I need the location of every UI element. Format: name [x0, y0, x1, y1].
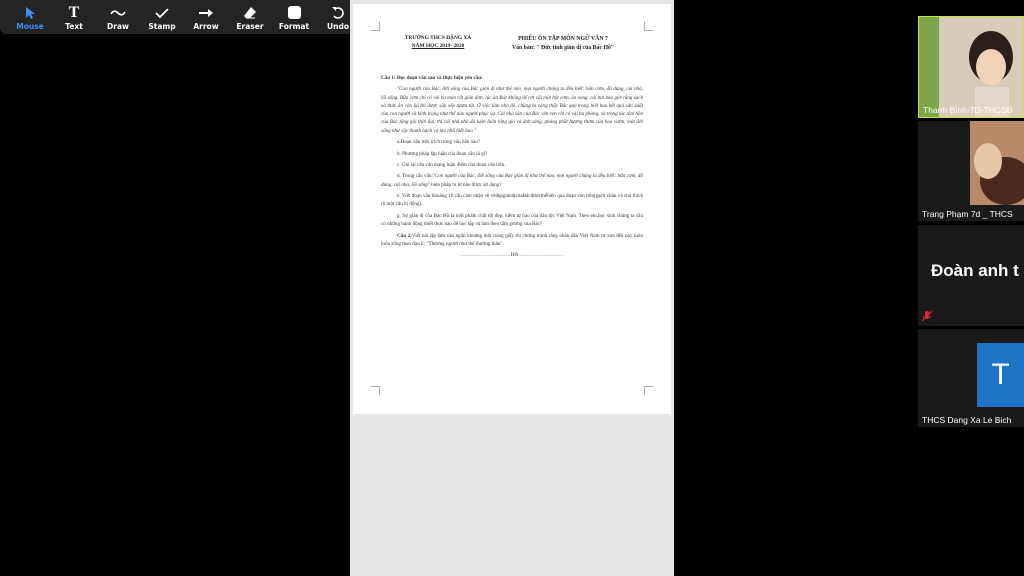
school-year: NĂM HỌC 2019- 2020 — [411, 42, 465, 49]
participant-name: Thanh Bình-7D-THCSĐ — [923, 105, 1013, 115]
question-a: a.Đoạn văn trên trích trong văn bản nào? — [397, 139, 481, 146]
format-tool-button[interactable] — [272, 0, 316, 34]
school-name: TRƯỜNG THCS ĐẶNG XÁ — [404, 35, 472, 41]
question-d-quote: "Con người của Bác, đời sống của Bác giản dị như thế nào, mọi người chúng ta đều biết: bữa cơm, đồ dùng, cái nhà, lối sống" — [381, 173, 643, 188]
draw-tool-button[interactable] — [96, 0, 140, 34]
page-corner-mark — [371, 386, 380, 395]
participant-tile[interactable] — [918, 225, 1024, 326]
page-corner-mark — [371, 22, 380, 31]
arrow-icon — [198, 4, 214, 21]
tool-label: Stamp — [148, 22, 176, 31]
participant-name: THCS Dang Xa Le Bich — [922, 415, 1012, 425]
participant-avatar: T — [977, 343, 1024, 407]
stamp-tool-button[interactable] — [140, 0, 184, 34]
cursor-icon — [24, 4, 36, 21]
tool-label: Format — [278, 22, 310, 31]
page-corner-mark — [644, 386, 653, 395]
tool-label: Arrow — [193, 22, 219, 31]
eraser-tool-button[interactable] — [228, 0, 272, 34]
question-d-suffix: biện pháp tu từ nào được sử dụng? — [431, 181, 502, 188]
worksheet-title — [493, 35, 633, 54]
worksheet-subtitle: Văn bản: " Đức tính giản dị của Bác Hồ" — [511, 45, 615, 52]
text-tool-button[interactable] — [52, 0, 96, 34]
mic-muted-icon — [922, 309, 932, 326]
document-body — [381, 74, 643, 263]
participant-tile[interactable] — [918, 16, 1024, 118]
end-marker: …………………………Hết……………………… — [459, 252, 565, 259]
draw-icon — [110, 4, 126, 21]
tool-label: Mouse — [16, 22, 44, 31]
question-d — [381, 172, 643, 189]
question-2-text: Viết bài tập làm văn ngắn khoảng một trang giấy thi chứng minh rằng nhân dân Việt Nam từ xưa đến nay luôn luôn sống theo đạo lí: "Thương người như thể thương thân". — [381, 232, 643, 247]
tool-label: Text — [65, 22, 83, 31]
worksheet-title-main: PHIẾU ÔN TẬP MÔN NGỮ VĂN 7 — [518, 36, 608, 42]
question-1-heading: Câu 1: Đọc đoạn văn sau và thực hiện yêu cầu: — [381, 75, 483, 81]
school-header — [397, 35, 479, 50]
participant-video — [918, 121, 1024, 221]
participant-tile[interactable] — [918, 329, 1024, 427]
text-icon: T — [68, 3, 80, 21]
format-icon — [288, 4, 301, 21]
question-2-label: Câu 2: — [397, 232, 412, 239]
page-corner-mark — [644, 22, 653, 31]
participant-name: Trang Phạm 7d _ THCS — [922, 209, 1013, 219]
eraser-icon — [243, 4, 257, 21]
undo-icon — [331, 4, 345, 21]
arrow-tool-button[interactable] — [184, 0, 228, 34]
tool-label: Draw — [107, 22, 129, 31]
document-page — [353, 4, 671, 414]
participant-display-name: Đoàn anh t — [931, 261, 1019, 280]
participant-tile[interactable] — [918, 121, 1024, 221]
question-b: b. Phương pháp lập luận của đoạn văn là gì? — [397, 150, 488, 157]
question-g: g. Sự giản dị của Bác Hồ là một phẩm chất tốt đẹp, niềm tự hào của dân tộc Việt Nam. Theo em,học sinh chúng ta cần có những hành động thiết thực nào để học tập và làm theo tấm gương của Bác? — [381, 212, 643, 228]
question-c: c. Ghi lại câu văn mang luận điểm của đoạn văn trên. — [397, 162, 506, 168]
passage-text: "Con người của Bác, đời sống của Bác giản dị như thế nào, mọi người chúng ta đều biết: bữa cơm, đồ dùng, cái nhà, lối sống. Bữa cơm chỉ có vài ba món rất giản đơn, lúc ăn Bác không để rơi vãi một hột cơm, ăn xong, cái bát bao giờ cũng sạch và thức ăn còn lại thì được sắp xếp tươm tất. Ở việc làm nhỏ đó, chúng ta càng thấy Bác quý trọng biết bao kết quả sản xuất của con người và kính trọng như thế nào người phục vụ. Cái nhà sàn của Bác vẻn vẹn chỉ có vài ba phòng, và trong lúc tâm hồn của Bác lộng gió thời đại, thì cái nhà nhỏ đó luôn luôn lộng gió và ánh sáng, phảng phất hương thơm của hoa vườn, một đời sống như vậy thanh bạch và tao nhã biết bao." — [381, 86, 643, 134]
tool-label: Undo — [327, 22, 349, 31]
tool-label: Eraser — [236, 22, 264, 31]
question-d-prefix: d. Trong câu văn: — [397, 173, 433, 180]
mouse-tool-button[interactable] — [8, 0, 52, 34]
participant-video — [919, 17, 1023, 117]
stamp-icon — [155, 4, 169, 21]
question-e: e. Viết đoạn văn khoảng 10 câu cảm nhận về vẻđẹpgiảndịcủaBácđượcthểhiện qua đoạn văn trên(gạch chân và chú thích rõ một câu bị động). — [381, 193, 643, 208]
question-2 — [381, 232, 643, 249]
